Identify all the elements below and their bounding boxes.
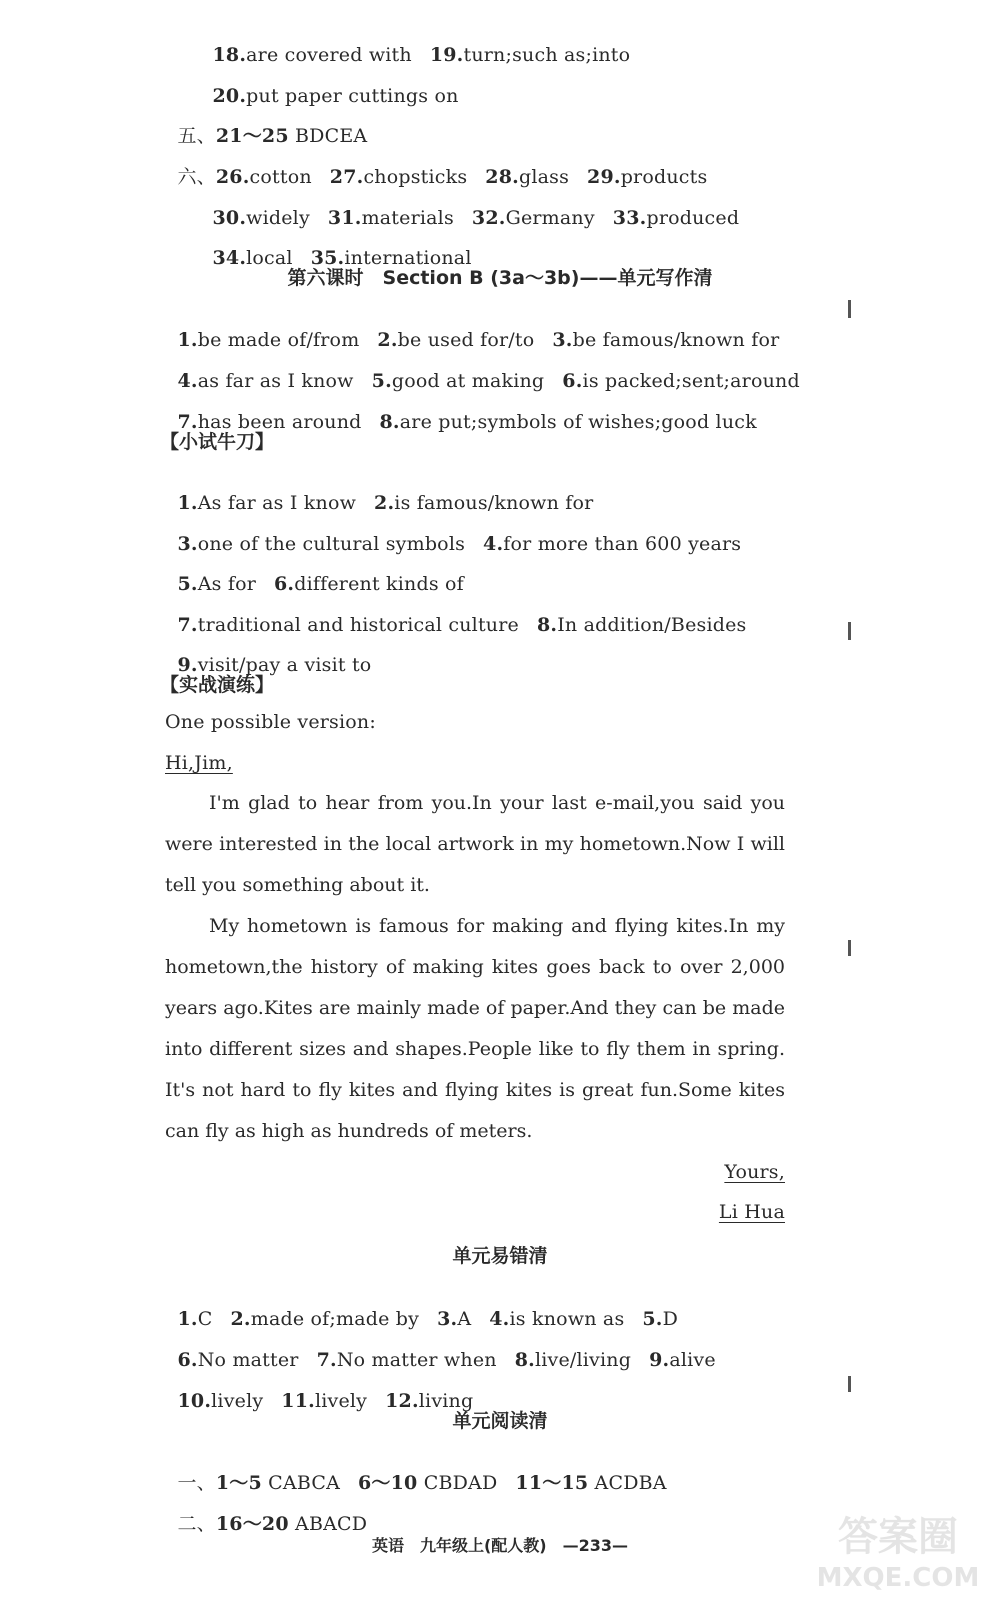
answer-item: 3.be famous/known for xyxy=(552,329,780,351)
yuedu-row-1: 一、1～5 CABCA 6～10 CBDAD 11～15 ACDBA xyxy=(177,1472,667,1494)
answer-item: 7.traditional and historical culture xyxy=(177,614,519,636)
xiaoshi-label: 【小试牛刀】 xyxy=(160,431,275,453)
answer-item: 4.for more than 600 years xyxy=(483,533,742,555)
answer-item: 2.be used for/to xyxy=(377,329,535,351)
answer-item: 29.products xyxy=(587,166,708,188)
answer-item: 9.alive xyxy=(649,1349,716,1371)
answer-item: 1.be made of/from xyxy=(177,329,360,351)
watermark-logo xyxy=(814,1504,982,1594)
answer-item: 5.As for xyxy=(177,573,256,595)
answer-item: 19.turn;such as;into xyxy=(429,44,631,66)
answer-item: 1.As far as I know xyxy=(177,492,357,514)
answer-item: 11～15 ACDBA xyxy=(515,1472,667,1494)
answer-item: 6.different kinds of xyxy=(274,573,464,595)
answer-item: 4.as far as I know xyxy=(177,370,354,392)
answer-item: 18.are covered with xyxy=(212,44,412,66)
answer-item: 3.one of the cultural symbols xyxy=(177,533,466,555)
answer-item: 35.international xyxy=(310,247,472,269)
answer-item: 2.is famous/known for xyxy=(374,492,594,514)
answer-item: 12.living xyxy=(385,1390,474,1412)
yuedu-row-2: 二、16～20 ABACD xyxy=(177,1513,368,1535)
answer-item: 34.local xyxy=(212,247,293,269)
section-b-heading: 第六课时 Section B (3a～3b)——单元写作清 xyxy=(287,267,713,289)
scan-edge-mark xyxy=(848,1376,851,1392)
scan-edge-mark xyxy=(848,300,851,318)
answer-item: 30.widely xyxy=(212,207,310,229)
scan-edge-mark xyxy=(848,622,851,640)
answer-item: 8.live/living xyxy=(514,1349,632,1371)
answer-item: 6.is packed;sent;around xyxy=(562,370,800,392)
yuedu-heading: 单元阅读清 xyxy=(452,1410,548,1432)
essay-intro: One possible version: xyxy=(165,711,376,733)
answer-item: 4.is known as xyxy=(489,1308,625,1330)
essay-greeting: Hi,Jim, xyxy=(165,752,233,774)
watermark-url: MXQE.COM xyxy=(816,1563,980,1593)
scan-edge-mark xyxy=(848,940,851,956)
answer-item: 8.are put;symbols of wishes;good luck xyxy=(379,411,757,433)
essay-closing: Yours, xyxy=(724,1161,785,1183)
answer-item: 27.chopsticks xyxy=(329,166,468,188)
page-footer: 英语 九年级上(配人教) —233— xyxy=(371,1536,629,1555)
answer-item: 1.C xyxy=(177,1308,213,1330)
answer-item: 7.has been around xyxy=(177,411,362,433)
answer-row-section-5: 五、21～25 BDCEA xyxy=(177,125,368,147)
answer-item: 2.made of;made by xyxy=(230,1308,420,1330)
answer-item: 28.glass xyxy=(485,166,570,188)
answer-item: 33.produced xyxy=(612,207,740,229)
answer-item: 11.lively xyxy=(281,1390,368,1412)
answer-item: 7.No matter when xyxy=(316,1349,497,1371)
answer-item: 32.Germany xyxy=(471,207,595,229)
answer-row-section-6: 六、26.cotton 27.chopsticks 28.glass 29.products xyxy=(177,166,708,188)
answer-item: 3.A xyxy=(437,1308,472,1330)
answer-item: 10.lively xyxy=(177,1390,264,1412)
answer-item: 5.D xyxy=(642,1308,679,1330)
answer-row-20: 20.put paper cuttings on xyxy=(212,85,459,107)
yicuo-heading: 单元易错清 xyxy=(452,1245,548,1267)
watermark-text: 答案圈 xyxy=(838,1514,958,1560)
answer-item: 1～5 CABCA xyxy=(215,1472,341,1494)
answer-item: 26.cotton xyxy=(215,166,312,188)
answer-item: 6～10 CBDAD xyxy=(358,1472,498,1494)
essay-paragraph-1: I'm glad to hear from you.In your last e-mail,you said you were interested in the local artwork in my hometown.Now I will tell you something about it. xyxy=(165,792,785,896)
answer-item: 8.In addition/Besides xyxy=(536,614,747,636)
shizhan-label: 【实战演练】 xyxy=(160,674,275,696)
answer-item: 6.No matter xyxy=(177,1349,299,1371)
answer-item: 31.materials xyxy=(327,207,454,229)
essay-signature: Li Hua xyxy=(718,1201,785,1223)
answer-item: 5.good at making xyxy=(371,370,545,392)
xiaoshi-row-5: 9.visit/pay a visit to xyxy=(177,654,372,676)
essay-paragraph-2: My hometown is famous for making and flying kites.In my hometown,the history of making kites goes back to over 2,000 years ago.Kites are mainly made of paper.And they can be made into different sizes and shapes.People like to fly them in spring. It's not hard to fly kites and flying kites is great fun.Some kites can fly as high as hundreds of meters. xyxy=(165,915,785,1142)
